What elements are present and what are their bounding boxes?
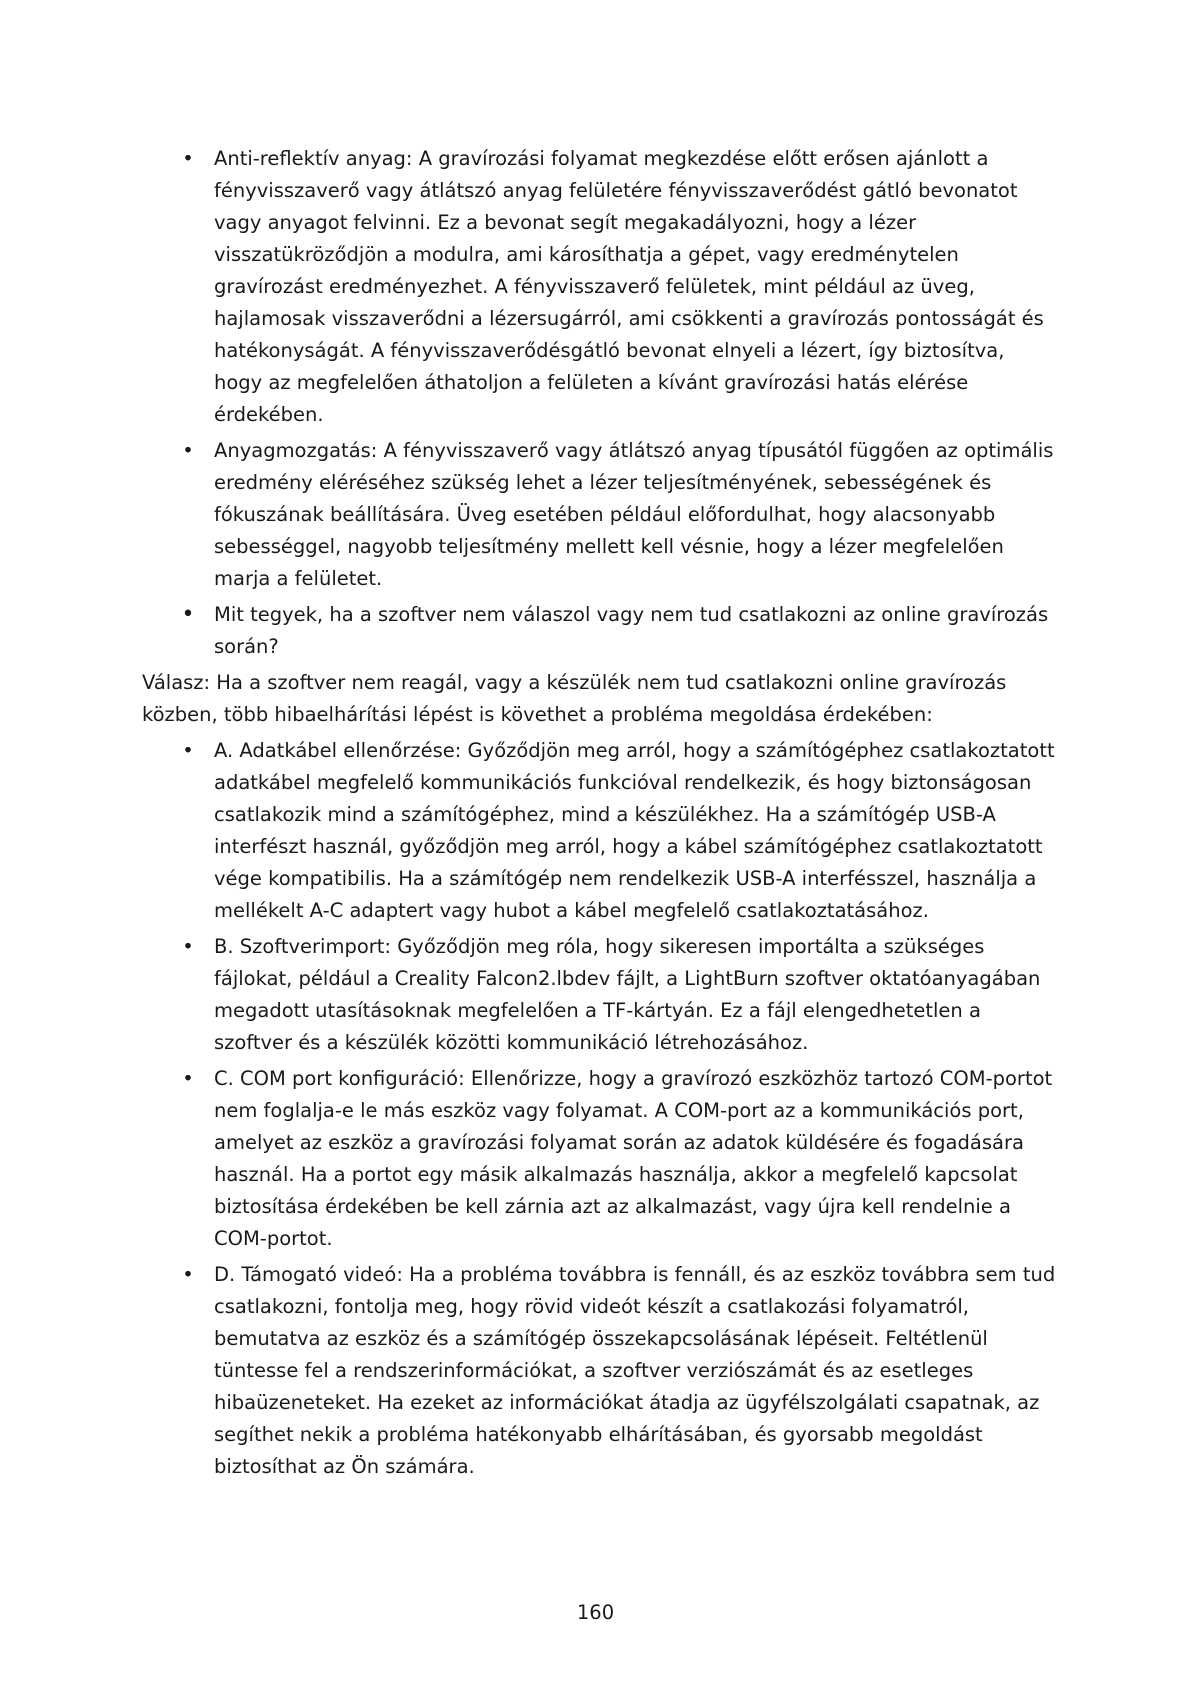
list-item-com-port xyxy=(142,1063,1057,1255)
list-item-support-video xyxy=(142,1259,1057,1483)
bullet-icon: • xyxy=(182,1263,194,1286)
faq-question-text: Mit tegyek, ha a szoftver nem válaszol vagy nem tud csatlakozni az online gravírozás során? xyxy=(214,603,1049,658)
list-item-faq-question xyxy=(142,599,1057,663)
bullet-icon: • xyxy=(181,602,195,627)
list-item-data-cable xyxy=(142,735,1057,927)
list-item-software-import xyxy=(142,931,1057,1059)
list-item-text: D. Támogató videó: Ha a probléma továbbra is fennáll, és az eszköz továbbra sem tud csatlakozni, fontolja meg, hogy rövid videót készít a csatlakozási folyamatról, bemutatva az eszköz és a számítógép összekapcsolásának lépéseit. Feltétlenül tüntesse fel a rendszerinformációkat, a szoftver verziószámát és az esetleges hibaüzeneteket. Ha ezeket az információkat átadja az ügyfélszolgálati csapatnak, az segíthet nekik a probléma hatékonyabb elhárításában, és gyorsabb megoldást biztosíthat az Ön számára. xyxy=(214,1263,1056,1478)
troubleshooting-list xyxy=(142,735,1057,1483)
page-body xyxy=(142,143,1057,1487)
bullet-icon: • xyxy=(182,147,194,170)
list-item-material-handling xyxy=(142,435,1057,595)
bullet-icon: • xyxy=(182,439,194,462)
faq-answer-intro: Válasz: Ha a szoftver nem reagál, vagy a készülék nem tud csatlakozni online gravírozás közben, több hibaelhárítási lépést is követhet a probléma megoldása érdekében: xyxy=(142,671,1007,726)
list-item-text: Anti-reflektív anyag: A gravírozási folyamat megkezdése előtt erősen ajánlott a fényvisszaverő vagy átlátszó anyag felületére fényvisszaverődést gátló bevonatot vagy anyagot felvinni. Ez a bevonat segít megakadályozni, hogy a lézer visszatükröződjön a modulra, ami károsíthatja a gépet, vagy eredménytelen gravírozást eredményezhet. A fényvisszaverő felületek, mint például az üveg, hajlamosak visszaverődni a lézersugárról, ami csökkenti a gravírozás pontosságát és hatékonyságát. A fényvisszaverődésgátló bevonat elnyeli a lézert, így biztosítva, hogy az megfelelően áthatoljon a felületen a kívánt gravírozási hatás elérése érdekében. xyxy=(214,147,1044,426)
list-item-text: C. COM port konfiguráció: Ellenőrizze, hogy a gravírozó eszközhöz tartozó COM-portot nem foglalja-e le más eszköz vagy folyamat. A COM-port az a kommunikációs port, amelyet az eszköz a gravírozási folyamat során az adatok küldésére és fogadására használ. Ha a portot egy másik alkalmazás használja, akkor a megfelelő kapcsolat biztosítása érdekében be kell zárnia azt az alkalmazást, vagy újra kell rendelnie a COM-portot. xyxy=(214,1067,1053,1250)
bullet-icon: • xyxy=(182,739,194,762)
list-item-text: Anyagmozgatás: A fényvisszaverő vagy átlátszó anyag típusától függően az optimális eredmény eléréséhez szükség lehet a lézer teljesítményének, sebességének és fókuszának beállítására. Üveg esetében például előfordulhat, hogy alacsonyabb sebességgel, nagyobb teljesítmény mellett kell vésnie, hogy a lézer megfelelően marja a felületet. xyxy=(214,439,1054,590)
list-item-anti-reflective xyxy=(142,143,1057,431)
list-item-text: B. Szoftverimport: Győződjön meg róla, hogy sikeresen importálta a szükséges fájlokat, például a Creality Falcon2.lbdev fájlt, a LightBurn szoftver oktatóanyagában megadott utasításoknak megfelelően a TF-kártyán. Ez a fájl elengedhetetlen a szoftver és a készülék közötti kommunikáció létrehozásához. xyxy=(214,935,1041,1054)
page-number: 160 xyxy=(576,1601,615,1624)
list-item-text: A. Adatkábel ellenőrzése: Győződjön meg arról, hogy a számítógéphez csatlakoztatott adatkábel megfelelő kommunikációs funkcióval rendelkezik, és hogy biztonságosan csatlakozik mind a számítógéphez, mind a készülékhez. Ha a számítógép USB-A interfészt használ, győződjön meg arról, hogy a kábel számítógéphez csatlakoztatott vége kompatibilis. Ha a számítógép nem rendelkezik USB-A interfésszel, használja a mellékelt A-C adaptert vagy hubot a kábel megfelelő csatlakoztatásához. xyxy=(214,739,1055,922)
reflective-material-list xyxy=(142,143,1057,663)
bullet-icon: • xyxy=(182,935,194,958)
bullet-icon: • xyxy=(182,1067,194,1090)
